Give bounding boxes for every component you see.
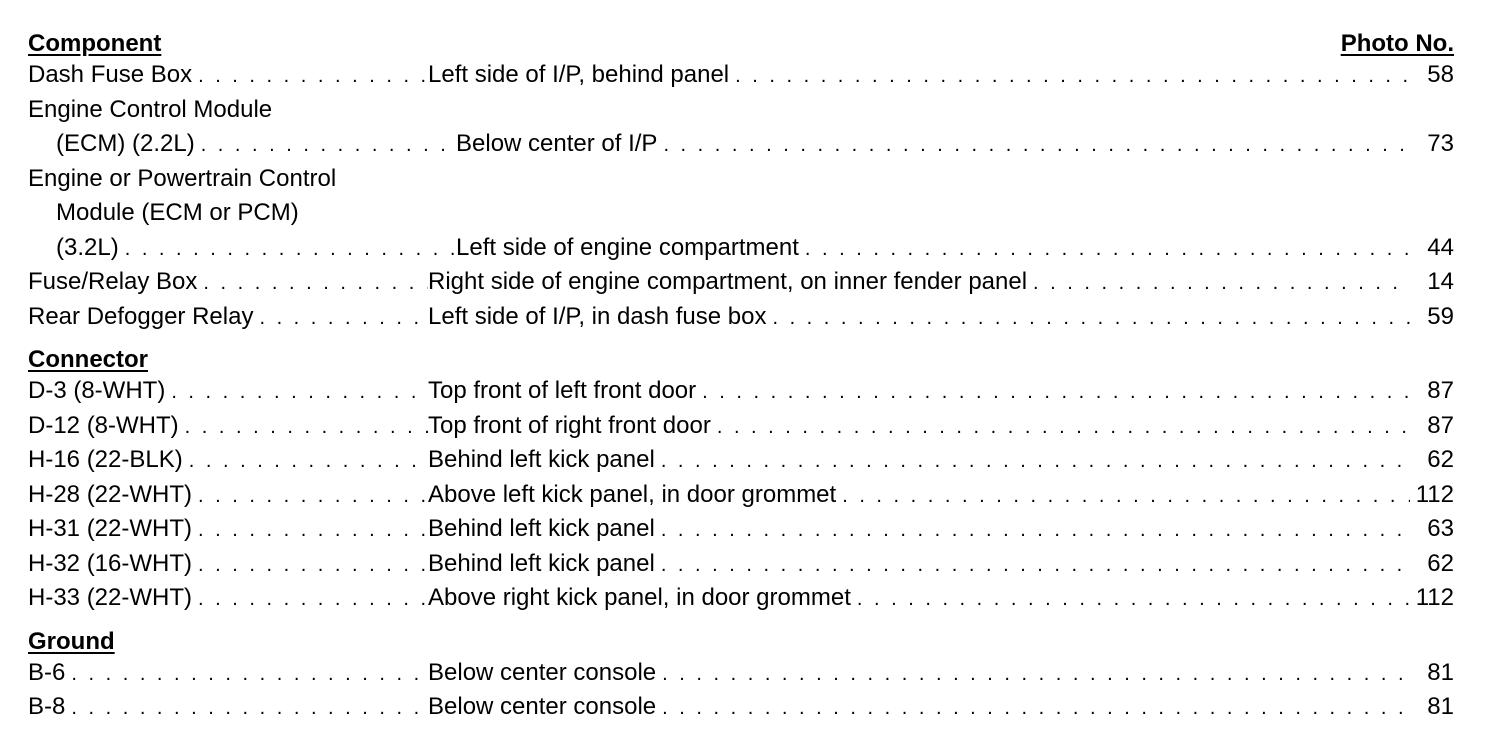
component-name: Rear Defogger Relay [28, 302, 254, 330]
dot-leader [799, 232, 1410, 267]
location-text: Behind left kick panel [428, 515, 655, 542]
dot-leader [195, 128, 456, 163]
location-text: Top front of right front door [428, 411, 711, 439]
component-name-cont: (3.2L) [56, 233, 119, 261]
photo-number: 14 [1427, 268, 1454, 295]
photo-number: 81 [1427, 658, 1454, 686]
dot-leader [65, 691, 428, 726]
dot-leader [836, 479, 1410, 514]
connector-row [28, 409, 1454, 444]
component-name: Engine or Powertrain Control [28, 164, 337, 192]
component-header-row [28, 24, 1454, 58]
dot-leader [119, 232, 456, 267]
dot-leader [696, 375, 1410, 410]
dot-leader [65, 657, 428, 692]
ground-row [28, 656, 1454, 691]
dot-leader [1027, 266, 1410, 301]
photo-number: 112 [1415, 584, 1454, 611]
component-location-index [28, 24, 1454, 725]
connector-row [28, 512, 1454, 547]
dot-leader [165, 375, 428, 410]
photo-number: 44 [1427, 233, 1454, 261]
dot-leader [766, 301, 1410, 336]
photo-number: 62 [1427, 446, 1454, 473]
dot-leader [192, 513, 428, 548]
ground-header-row [28, 622, 1454, 656]
component-name: Engine Control Module [28, 95, 273, 123]
component-name: Dash Fuse Box [28, 61, 193, 88]
location-text: Top front of left front door [428, 377, 697, 404]
location-text: Behind left kick panel [428, 549, 655, 577]
photo-number: 87 [1427, 411, 1454, 439]
photo-number: 62 [1427, 549, 1454, 577]
connector-row [28, 547, 1454, 582]
connector-name: H-31 (22-WHT) [28, 515, 193, 542]
photo-number: 58 [1427, 61, 1454, 88]
connector-name: D-3 (8-WHT) [28, 377, 166, 404]
connector-row [28, 374, 1454, 409]
dot-leader [655, 444, 1410, 479]
dot-leader [729, 59, 1410, 94]
location-text: Right side of engine compartment, on inner fender panel [428, 268, 1028, 295]
location-text: Left side of I/P, behind panel [428, 61, 730, 88]
connector-row [28, 478, 1454, 513]
dot-leader [655, 548, 1410, 583]
ground-name: B-6 [28, 658, 66, 686]
dot-leader [192, 548, 428, 583]
photo-number: 63 [1427, 515, 1454, 542]
location-text: Behind left kick panel [428, 446, 655, 473]
component-row [28, 58, 1454, 93]
dot-leader [192, 59, 428, 94]
location-text: Below center console [428, 658, 657, 686]
location-text: Above right kick panel, in door grommet [428, 584, 851, 611]
photo-number: 87 [1427, 377, 1454, 404]
dot-leader [197, 266, 428, 301]
location-text: Left side of engine compartment [456, 233, 799, 261]
connector-heading: Connector [28, 346, 148, 373]
connector-row [28, 581, 1454, 616]
connector-name: H-32 (16-WHT) [28, 549, 193, 577]
photo-number: 59 [1427, 302, 1454, 330]
dot-leader [851, 582, 1410, 617]
ground-name: B-8 [28, 693, 66, 720]
component-name: Fuse/Relay Box [28, 268, 198, 295]
component-row [28, 265, 1454, 300]
photo-number: 73 [1427, 130, 1454, 157]
location-text: Above left kick panel, in door grommet [428, 480, 837, 508]
component-row [28, 300, 1454, 335]
component-name-cont: (ECM) (2.2L) [56, 130, 195, 157]
location-text: Below center of I/P [456, 130, 658, 157]
dot-leader [655, 513, 1410, 548]
photo-number: 81 [1427, 693, 1454, 720]
dot-leader [179, 410, 428, 445]
component-row [28, 162, 1454, 266]
dot-leader [192, 479, 428, 514]
connector-name: H-33 (22-WHT) [28, 584, 193, 611]
dot-leader [183, 444, 428, 479]
dot-leader [253, 301, 428, 336]
dot-leader [711, 410, 1410, 445]
photo-number-heading: Photo No. [1340, 30, 1454, 57]
location-text: Below center console [428, 693, 657, 720]
ground-row [28, 690, 1454, 725]
location-text: Left side of I/P, in dash fuse box [428, 302, 767, 330]
connector-header-row [28, 340, 1454, 374]
dot-leader [192, 582, 428, 617]
component-heading: Component [28, 30, 162, 57]
connector-name: H-16 (22-BLK) [28, 446, 183, 473]
connector-name: H-28 (22-WHT) [28, 480, 193, 508]
connector-name: D-12 (8-WHT) [28, 411, 179, 439]
photo-number: 112 [1415, 480, 1454, 508]
dot-leader [656, 691, 1410, 726]
ground-heading: Ground [28, 627, 115, 655]
component-name-cont: Module (ECM or PCM) [56, 199, 299, 226]
component-row [28, 93, 1454, 162]
connector-row [28, 443, 1454, 478]
dot-leader [656, 657, 1410, 692]
dot-leader [657, 128, 1410, 163]
